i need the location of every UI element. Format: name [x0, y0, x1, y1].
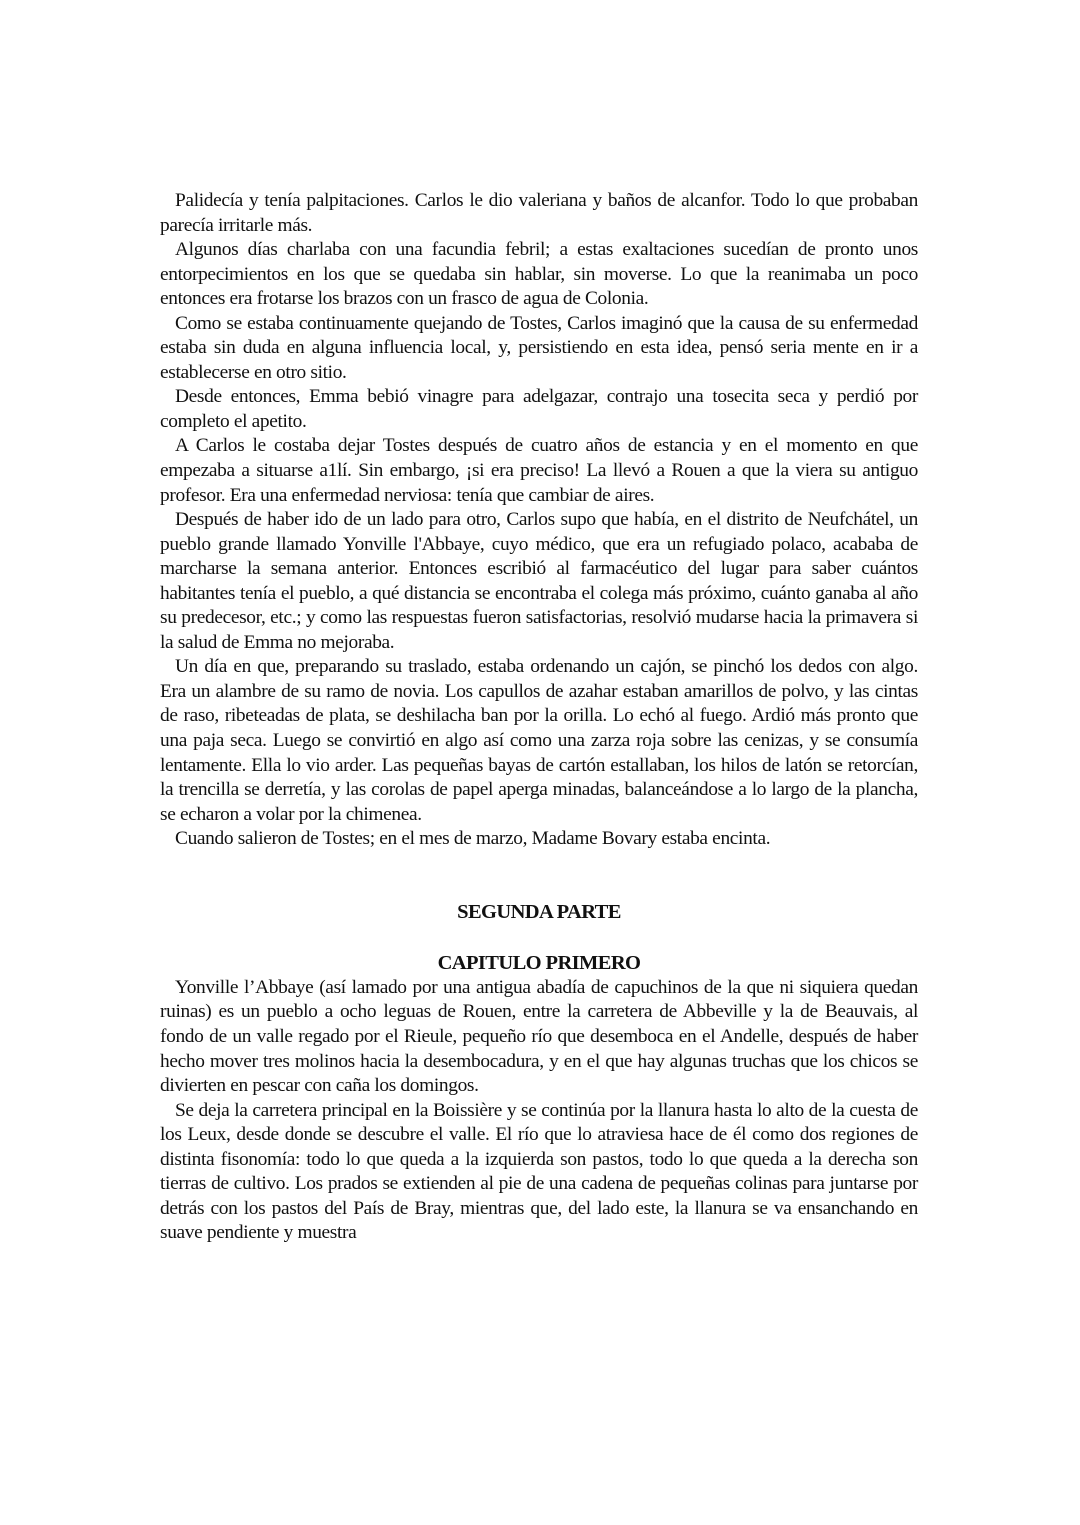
paragraph: Como se estaba continuamente quejando de Tostes, Carlos imaginó que la causa de su enfermedad estaba sin duda en alguna influencia local, y, persistiendo en esta idea, pensó seria mente en ir a establecerse en otro sitio. — [160, 312, 918, 383]
document-page — [160, 189, 918, 1246]
paragraph: Un día en que, preparando su traslado, estaba ordenando un cajón, se pinchó los dedos con algo. Era un alambre de su ramo de novia. Los capullos de azahar estaban amarillos de polvo, y las cintas de raso, ribeteadas de plata, se deshilacha ban por la orilla. Lo echó al fuego. Ardió más pronto que una paja seca. Luego se convirtió en algo así como una zarza roja sobre las cenizas, y se consumía lentamente. Ella lo vio arder. Las pequeñas bayas de cartón estallaban, los hilos de latón se retorcían, la trencilla se derretía, y las corolas de papel aperga minadas, balanceándose a lo largo de la plancha, se echaron a volar por la chimenea. — [160, 656, 918, 825]
paragraph: Se deja la carretera principal en la Boissière y se continúa por la llanura hasta lo alto de la cuesta de los Leux, desde donde se descubre el valle. El río que lo atraviesa hace de él como dos regiones de distinta fisonomía: todo lo que queda a la izquierda son pastos, todo lo que queda a la derecha son tierras de cultivo. Los prados se extienden al pie de una cadena de pequeñas colinas para juntarse por detrás con los pastos del País de Bray, mientras que, del lado este, la llanura se va ensanchando en suave pendiente y muestra — [160, 1099, 918, 1244]
paragraph: Yonville l’Abbaye (así lamado por una antigua abadía de capuchinos de la que ni siquiera quedan ruinas) es un pueblo a ocho leguas de Rouen, entre la carretera de Abbeville y la de Beauvais, al fondo de un valle regado por el Rieule, pequeño río que desemboca en el Andelle, después de haber hecho mover tres molinos hacia la desembocadura, y en el que hay algunas truchas que los chicos se divierten en pescar con caña los domingos. — [160, 976, 918, 1097]
paragraph: Desde entonces, Emma bebió vinagre para adelgazar, contrajo una tosecita seca y perdió por completo el apetito. — [160, 386, 918, 432]
paragraph: A Carlos le costaba dejar Tostes después de cuatro años de estancia y en el momento en que empezaba a situarse a1lí. Sin embargo, ¡si era preciso! La llevó a Rouen a que la viera su antiguo profesor. Era una enfermedad nerviosa: tenía que cambiar de aires. — [160, 435, 918, 506]
paragraph: Algunos días charlaba con una facundia febril; a estas exaltaciones sucedían de pronto unos entorpecimientos en los que se quedaba sin hablar, sin moverse. Lo que la reanimaba un poco entonces era frotarse los brazos con un frasco de agua de Colonia. — [160, 239, 918, 310]
chapter-title: CAPITULO PRIMERO — [437, 952, 641, 975]
paragraph: Cuando salieron de Tostes; en el mes de marzo, Madame Bovary estaba encinta. — [175, 828, 771, 850]
paragraph: Después de haber ido de un lado para otro, Carlos supo que había, en el distrito de Neufchátel, un pueblo grande llamado Yonville l'Abbaye, cuyo médico, que era un refugiado polaco, acababa de marcharse la semana anterior. Entonces escribió al farmacéutico del lugar para saber cuántos habitantes tenía el pueblo, a qué distancia se encontraba el colega más próximo, cuánto ganaba al año su predecesor, etc.; y como las respuestas fueron satisfactorias, resolvió mudarse hacia la primavera si la salud de Emma no mejoraba. — [160, 509, 918, 653]
part-title: SEGUNDA PARTE — [457, 900, 621, 923]
paragraph: Palidecía y tenía palpitaciones. Carlos le dio valeriana y baños de alcanfor. Todo lo que probaban parecía irritarle más. — [160, 190, 918, 236]
